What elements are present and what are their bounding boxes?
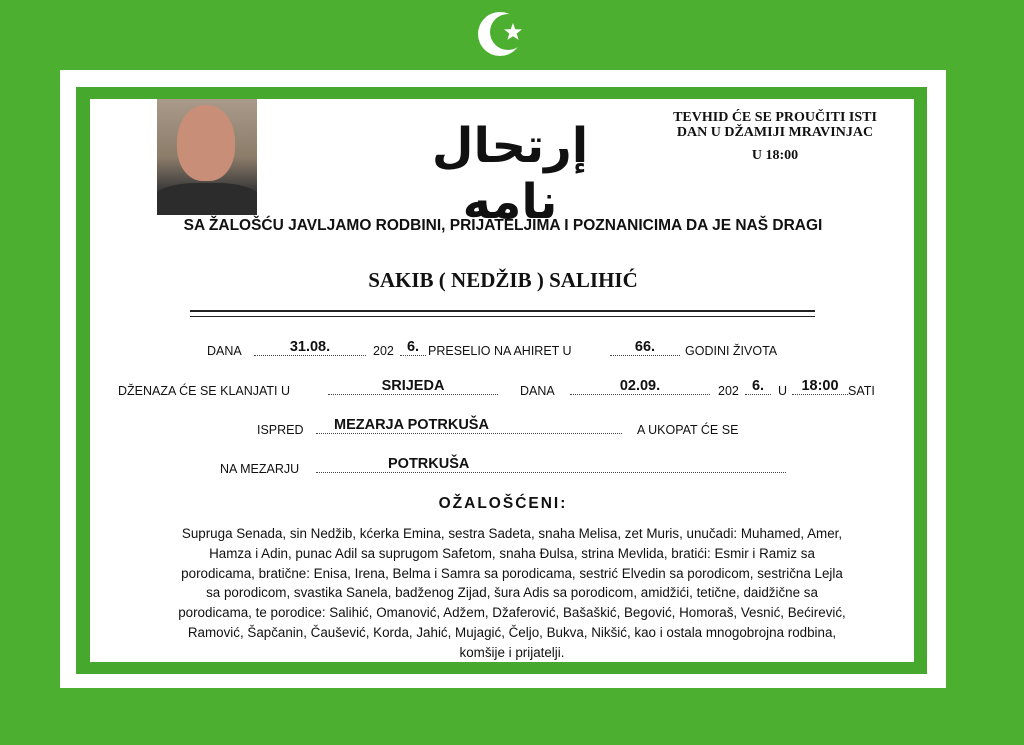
deceased-name: SAKIB ( NEDŽIB ) SALIHIĆ — [368, 268, 638, 292]
mourners-line: komšije i prijatelji. — [459, 644, 565, 660]
year-digit: 6. — [400, 339, 426, 356]
ispred-label: ISPRED — [257, 423, 304, 437]
year-prefix: 202 — [373, 344, 394, 358]
mourners-line: sa porodicom, svastika Sanela, badženog Zijad, šura Adis sa porodicom, amidžići, tetične, daidžične sa — [206, 585, 818, 601]
divider-rule-thin — [190, 316, 815, 317]
godini-label: GODINI ŽIVOTA — [685, 344, 778, 358]
crescent-star-icon — [476, 8, 528, 60]
mourners-line: Ramović, Šapčanin, Čaušević, Korda, Jahić, Mujagić, Čeljo, Bukva, Nikšić, kao i ostala mnogobrojna rodbina, — [187, 624, 837, 640]
tevhid-notice — [640, 110, 910, 163]
na-mezarju-label: NA MEZARJU — [220, 462, 300, 476]
mourners-list — [112, 524, 912, 663]
mourners-line: porodicama, bratične: Enisa, Irena, Belma i Samra sa porodicama, sestrić Elvedin sa porodicom, sestrična Lejla — [181, 565, 843, 581]
dana-label: DANA — [207, 344, 242, 358]
death-date: 31.08. — [254, 339, 366, 356]
funeral-day: SRIJEDA — [328, 378, 498, 395]
location: MEZARJA POTRKUŠA — [316, 417, 622, 434]
deceased-photo — [157, 99, 257, 215]
mourners-line: porodicama, te porodice: Salihić, Omanović, Adžem, Džaferović, Bašaškić, Begović, Homoraš, Vesnić, Bećirević, — [178, 605, 846, 621]
tevhid-time: U 18:00 — [751, 148, 799, 163]
year-prefix-2: 202 — [718, 384, 739, 398]
tevhid-line-1: TEVHID ĆE SE PROUČITI ISTI — [673, 110, 877, 125]
sati-label: SATI — [848, 384, 875, 398]
preselio-label: PRESELIO NA AHIRET U — [428, 344, 572, 358]
mourners-title: OŽALOŠĆENI: — [438, 495, 568, 512]
mourners-line: Supruga Senada, sin Nedžib, kćerka Emina, sestra Sadeta, snaha Melisa, zet Muris, unučadi: Muhamed, Amer, — [181, 526, 843, 541]
funeral-time: 18:00 — [792, 378, 848, 395]
arabic-title: إرتحال نامه — [431, 118, 589, 230]
dana-label-2: DANA — [520, 384, 555, 398]
age: 66. — [610, 339, 680, 356]
divider-rule — [190, 310, 815, 312]
year-digit-2: 6. — [745, 378, 771, 395]
cemetery: POTRKUŠA — [316, 456, 786, 473]
announcement: SA ŽALOŠĆU JAVLJAMO RODBINI, PRIJATELJIMA I POZNANICIMA DA JE NAŠ DRAGI — [183, 217, 823, 234]
mourners-line: Hamza i Adin, punac Adil sa suprugom Safetom, snaha Đulsa, strina Mevlida, bratići: Esmir i Ramiz sa — [209, 545, 815, 561]
dzenaza-label: DŽENAZA ĆE SE KLANJATI U — [118, 384, 291, 398]
tevhid-line-2: DAN U DŽAMIJI MRAVINJAC — [676, 125, 874, 140]
funeral-date: 02.09. — [570, 378, 710, 395]
u-label: U — [778, 384, 788, 398]
ukopat-label: A UKOPAT ĆE SE — [637, 423, 739, 437]
